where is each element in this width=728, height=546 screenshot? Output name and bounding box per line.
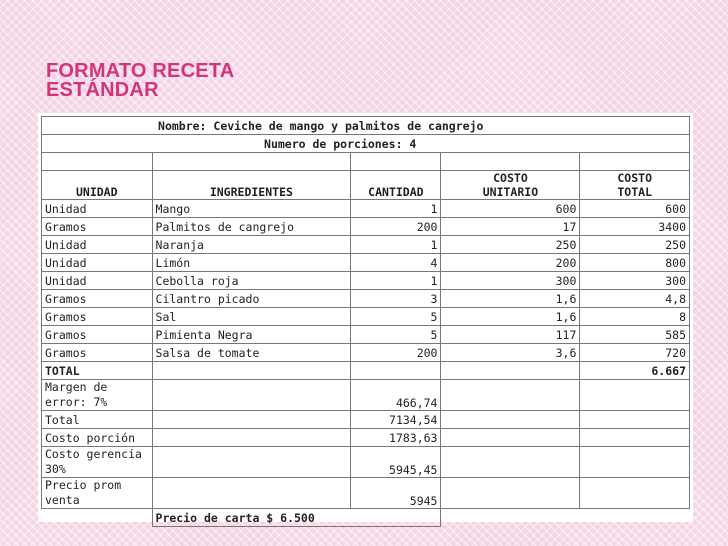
portions-row (42, 135, 690, 153)
table-row (42, 326, 690, 344)
summary-value: 1783,63 (351, 429, 441, 447)
cell-ingrediente: Mango (152, 200, 351, 218)
cell-cantidad: 1 (351, 236, 441, 254)
cell-ingrediente: Limón (152, 254, 351, 272)
slide-title (46, 62, 234, 100)
summary-row (42, 411, 690, 429)
total-value: 6.667 (580, 362, 690, 380)
cell-cantidad: 200 (351, 218, 441, 236)
table-row (42, 308, 690, 326)
cell-unidad: Gramos (42, 308, 153, 326)
precio-carta: Precio de carta $ 6.500 (152, 509, 441, 527)
summary-value: 5945 (351, 478, 441, 509)
cell-unitario: 117 (441, 326, 580, 344)
cell-unidad: Gramos (42, 344, 153, 362)
recipe-name: Nombre: Ceviche de mango y palmitos de cangrejo (152, 117, 689, 135)
cell-total: 8 (580, 308, 690, 326)
cell-cantidad: 200 (351, 344, 441, 362)
cell-unitario: 17 (441, 218, 580, 236)
header-costo-total (580, 171, 690, 200)
cell-total: 4,8 (580, 290, 690, 308)
cell-ingrediente: Cilantro picado (152, 290, 351, 308)
cell-total: 585 (580, 326, 690, 344)
cell-unidad: Gramos (42, 290, 153, 308)
cell-unidad: Unidad (42, 236, 153, 254)
cell-total: 720 (580, 344, 690, 362)
cell-ingrediente: Cebolla roja (152, 272, 351, 290)
total-row (42, 362, 690, 380)
cell-ingrediente: Salsa de tomate (152, 344, 351, 362)
cell-unitario: 600 (441, 200, 580, 218)
cell-total: 800 (580, 254, 690, 272)
cell-unidad: Unidad (42, 200, 153, 218)
table-row (42, 218, 690, 236)
table-row (42, 236, 690, 254)
header-row (42, 171, 690, 200)
table-row (42, 290, 690, 308)
cell-unitario: 1,6 (441, 290, 580, 308)
header-costo-unitario-line2: UNITARIO (482, 185, 539, 199)
summary-label: Costo gerencia 30% (42, 447, 153, 478)
cell-cantidad: 5 (351, 326, 441, 344)
summary-value: 5945,45 (351, 447, 441, 478)
slide-title-line1: FORMATO RECETA (46, 60, 235, 82)
recipe-table (41, 116, 690, 527)
summary-row (42, 380, 690, 411)
header-cantidad: CANTIDAD (351, 171, 441, 200)
cell-cantidad: 3 (351, 290, 441, 308)
cell-unidad: Gramos (42, 218, 153, 236)
cell-cantidad: 5 (351, 308, 441, 326)
cell-total: 300 (580, 272, 690, 290)
recipe-sheet (38, 113, 693, 525)
summary-value: 7134,54 (351, 411, 441, 429)
table-row (42, 200, 690, 218)
cell-cantidad: 4 (351, 254, 441, 272)
summary-value: 466,74 (351, 380, 441, 411)
cell-cantidad: 1 (351, 200, 441, 218)
cell-ingrediente: Naranja (152, 236, 351, 254)
cell-unidad: Unidad (42, 272, 153, 290)
cell-unitario: 3,6 (441, 344, 580, 362)
slide-title-line2: ESTÁNDAR (46, 79, 159, 101)
cell-cantidad: 1 (351, 272, 441, 290)
summary-label: Total (42, 411, 153, 429)
table-row (42, 344, 690, 362)
cell-ingrediente: Sal (152, 308, 351, 326)
header-costo-unitario (441, 171, 580, 200)
total-label: TOTAL (42, 362, 153, 380)
table-row (42, 272, 690, 290)
summary-label: Margen de error: 7% (42, 380, 153, 411)
cell-total: 250 (580, 236, 690, 254)
cell-unitario: 250 (441, 236, 580, 254)
cell-unitario: 300 (441, 272, 580, 290)
cell-total: 600 (580, 200, 690, 218)
header-costo-total-line1: COSTO (617, 171, 652, 185)
recipe-portions: Numero de porciones: 4 (152, 135, 689, 153)
header-unidad: UNIDAD (42, 171, 153, 200)
summary-label: Precio prom venta (42, 478, 153, 509)
summary-row (42, 478, 690, 509)
cell-ingrediente: Palmitos de cangrejo (152, 218, 351, 236)
cell-unitario: 1,6 (441, 308, 580, 326)
cell-unidad: Gramos (42, 326, 153, 344)
cell-total: 3400 (580, 218, 690, 236)
summary-row (42, 447, 690, 478)
header-costo-unitario-line1: COSTO (493, 171, 528, 185)
summary-label: Costo porción (42, 429, 153, 447)
cell-ingrediente: Pimienta Negra (152, 326, 351, 344)
name-row (42, 117, 690, 135)
cell-unidad: Unidad (42, 254, 153, 272)
spacer-row (42, 153, 690, 171)
cell-unitario: 200 (441, 254, 580, 272)
precio-carta-row (42, 509, 690, 527)
header-costo-total-line2: TOTAL (617, 185, 652, 199)
summary-row (42, 429, 690, 447)
table-row (42, 254, 690, 272)
header-ingredientes: INGREDIENTES (152, 171, 351, 200)
